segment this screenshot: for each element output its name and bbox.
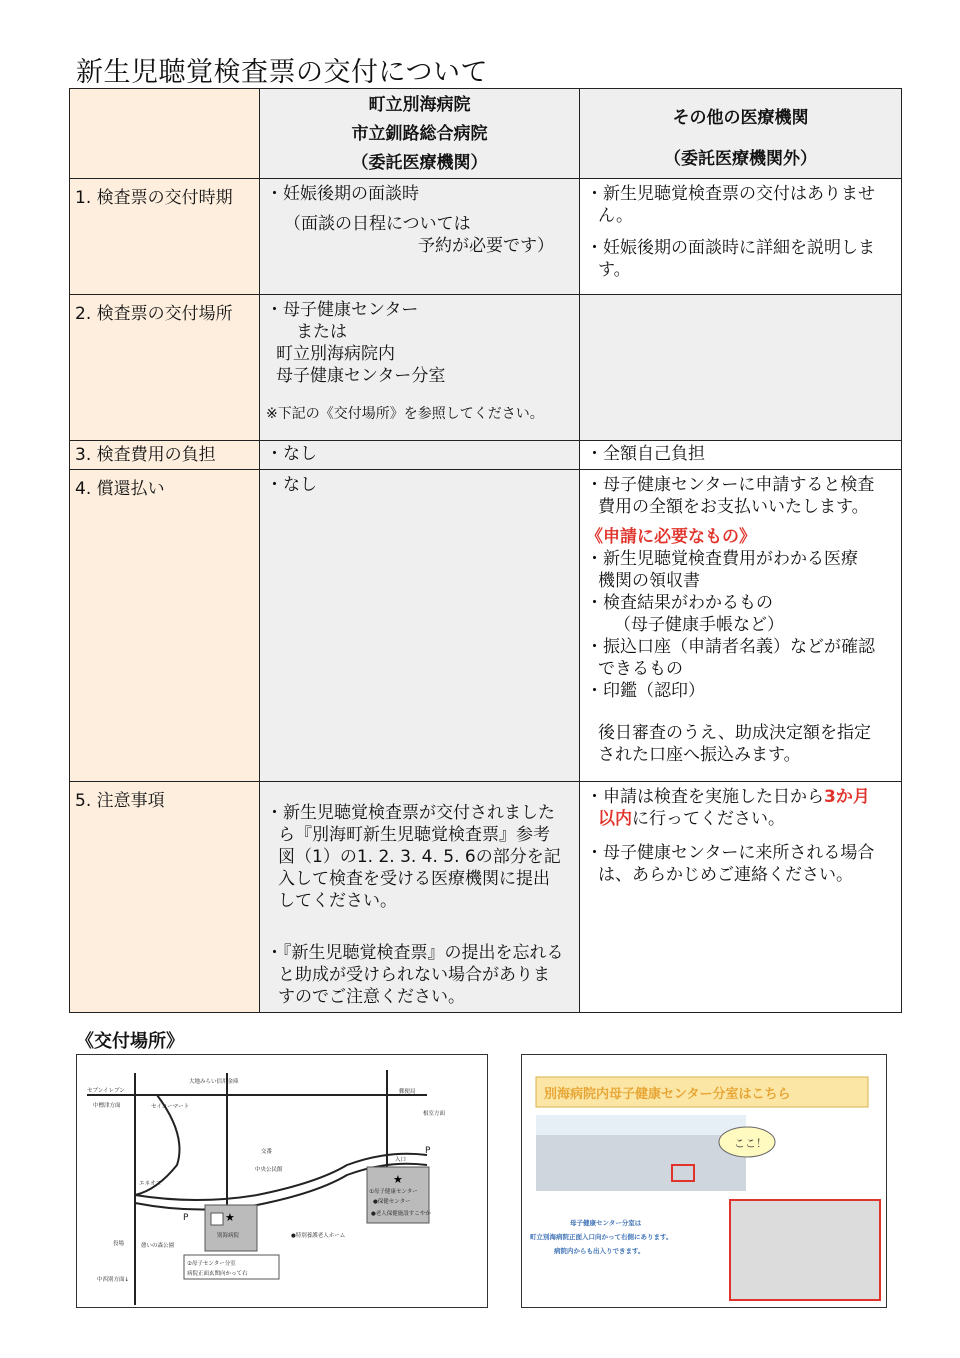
header-col2: 町立別海病院 市立釧路総合病院 （委託医療機関）	[260, 89, 580, 179]
map-label: 郵便局	[399, 1089, 416, 1095]
row-label: 2. 検査票の交付場所	[70, 295, 260, 441]
row-label: 4. 償還払い	[70, 470, 260, 782]
map-label: セブンイレブン	[87, 1088, 125, 1094]
map-label: P	[183, 1213, 189, 1223]
row5-cell-col2: ・新生児聴覚検査票が交付されました ら『別海町新生児聴覚検査票』参考 図（1）の1. 2. 3. 4. 5. 6の部分を記 入して検査を受ける医療機関に提出 してください。 ・『新生児聴覚検査票』の提出を忘れる と助成が受けられない場合がありま すのでご注意ください。	[260, 782, 580, 1013]
map-label: ●老人保健施設すこやか	[371, 1211, 431, 1217]
deadline-highlight-2: 以内	[598, 809, 632, 829]
row-label: 3. 検査費用の負担	[70, 441, 260, 470]
row2-cell-col3	[580, 295, 902, 441]
table-row	[70, 441, 902, 470]
map-label: 憩いの森公園	[141, 1243, 175, 1249]
table-header-row	[70, 89, 902, 179]
star-icon: ★	[225, 1211, 235, 1224]
caption-line: 母子健康センター分室は	[570, 1219, 642, 1227]
map-label: 役場	[113, 1241, 125, 1247]
location-map	[76, 1054, 488, 1308]
branch-office-marker	[211, 1213, 223, 1225]
map-label: ●特別養護老人ホーム	[291, 1233, 346, 1239]
table-row	[70, 470, 902, 782]
row3-cell-col3: ・全額自己負担	[580, 441, 902, 470]
row4-cell-col2: ・なし	[260, 470, 580, 782]
banner-text: 別海病院内母子健康センター分室はこちら	[544, 1087, 791, 1102]
hospital-photo-panel	[521, 1054, 887, 1308]
map-label: ②母子センター分室	[187, 1261, 236, 1267]
map-label: 病院正面玄関向かって右	[187, 1271, 248, 1277]
map-label: 別海病院	[217, 1233, 240, 1239]
header-col3: その他の医療機関 （委託医療機関外）	[580, 89, 902, 179]
row-label: 1. 検査票の交付時期	[70, 179, 260, 295]
required-items-heading: 《申請に必要なもの》	[586, 527, 756, 547]
row-label: 5. 注意事項	[70, 782, 260, 1013]
row4-cell-col3: ・母子健康センターに申請すると検査 費用の全額をお支払いいたします。 《申請に必要なもの》 ・新生児聴覚検査費用がわかる医療 機関の領収書 ・検査結果がわかるもの （母子健康手帳など） ・振込口座（申請者名義）などが確認 できるもの ・印鑑（認印） 後日審査のうえ、助成決定額を指定 された口座へ振込みます。	[580, 470, 902, 782]
table-row	[70, 782, 902, 1013]
row2-cell-col2: ・母子健康センター または 町立別海病院内 母子健康センター分室 ※下記の《交付場所》を参照してください。	[260, 295, 580, 441]
deadline-highlight: 3か月	[824, 787, 870, 807]
info-table	[69, 88, 902, 1013]
map-label: 根室方面	[423, 1111, 446, 1117]
map-label: ①母子健康センター	[369, 1189, 418, 1195]
map-label: 中西別方面↓	[97, 1277, 130, 1283]
row1-cell-col3: ・新生児聴覚検査票の交付はありませ ん。 ・妊娠後期の面談時に詳細を説明しま す。	[580, 179, 902, 295]
table-row	[70, 295, 902, 441]
map-label: 大地みらい信用金庫	[189, 1079, 239, 1085]
map-label: 入口	[395, 1157, 407, 1163]
row1-cell-col2: ・妊娠後期の面談時 （面談の日程については 予約が必要です）	[260, 179, 580, 295]
map-label: ●保健センター	[373, 1199, 411, 1205]
hospital-building-image	[536, 1131, 746, 1191]
caption-line: 病院内からも出入りできます。	[554, 1247, 645, 1255]
table-row	[70, 179, 902, 295]
bubble-text: ここ！	[734, 1137, 767, 1150]
map-label: P	[425, 1146, 431, 1156]
map-label: 中標津方面	[93, 1103, 121, 1109]
caption-line: 町立別海病院正面入口向かって右側にあります。	[530, 1233, 673, 1241]
map-label: エネオス	[139, 1181, 161, 1187]
section-title: 《交付場所》	[76, 1031, 184, 1052]
map-label: 中央公民館	[255, 1167, 283, 1173]
sky-image	[536, 1115, 746, 1135]
star-icon: ★	[393, 1173, 403, 1186]
row5-cell-col3: ・申請は検査を実施した日から3か月 以内に行ってください。 ・母子健康センターに来所される場合 は、あらかじめご連絡ください。	[580, 782, 902, 1013]
header-empty-cell	[70, 89, 260, 179]
page-title: 新生児聴覚検査票の交付について	[76, 57, 488, 88]
entrance-photo	[730, 1200, 880, 1300]
row3-cell-col2: ・なし	[260, 441, 580, 470]
map-label: 交番	[261, 1149, 273, 1155]
map-label: セイコーマート	[151, 1104, 190, 1110]
